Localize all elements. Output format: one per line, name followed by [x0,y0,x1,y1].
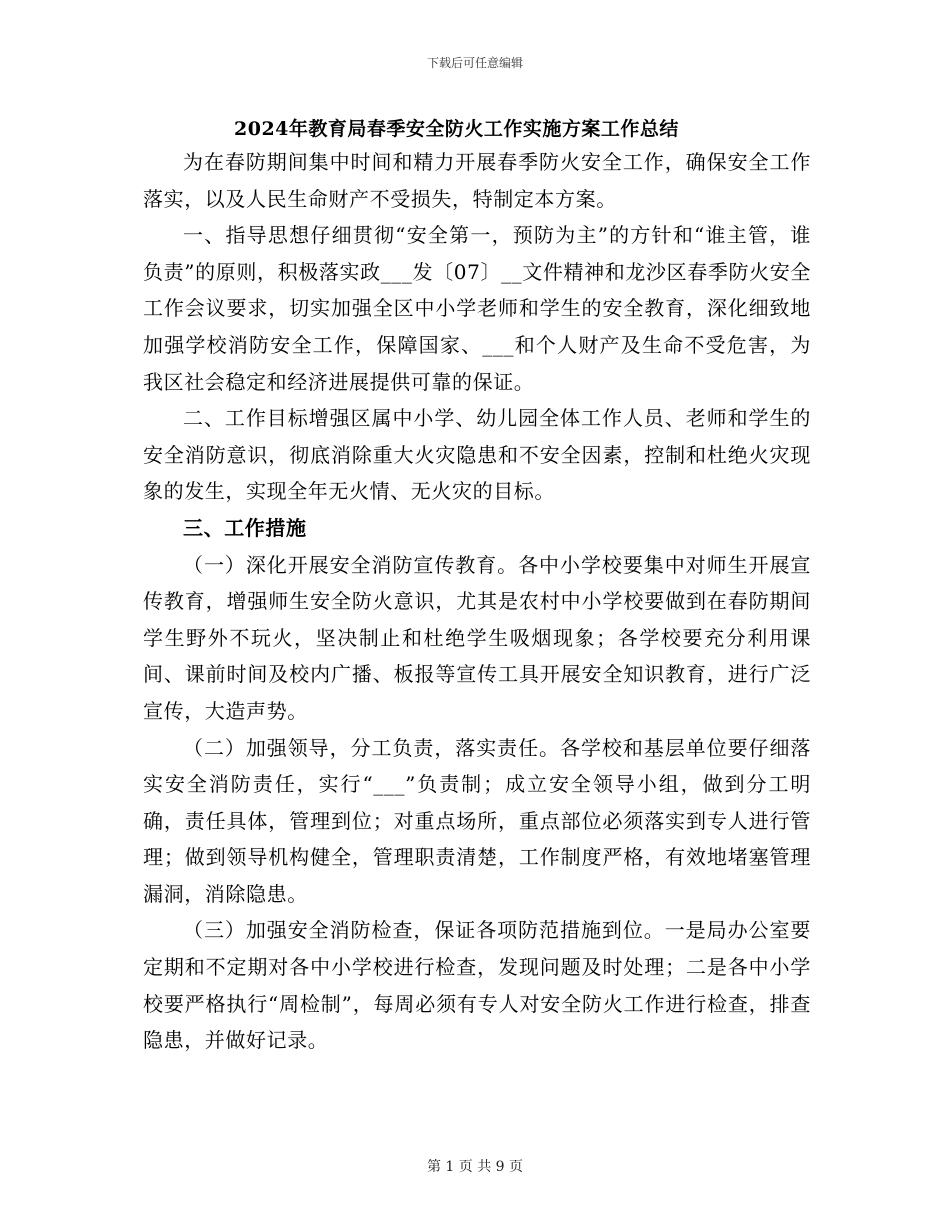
paragraph-guiding-ideology: 一、指导思想仔细贯彻“安全第一，预防为主”的方针和“谁主管，谁负责”的原则，积极落实政___发〔07〕__文件精神和龙沙区春季防火安全工作会议要求，切实加强全区中小学老师和学生的安全教育，深化细致地加强学校消防安全工作，保障国家、___和个人财产及生命不受危害，为我区社会稳定和经济进展提供可靠的保证。 [143,223,811,394]
paragraph-measure-1: （一）深化开展安全消防宣传教育。各中小学校要集中对师生开展宣传教育，增强师生安全防火意识，尤其是农村中小学校要做到在春防期间学生野外不玩火，坚决制止和杜绝学生吸烟现象；各学校要充分利用课间、课前时间及校内广播、板报等宣传工具开展安全知识教育，进行广泛宣传，大造声势。 [143,552,811,723]
document-body [143,144,811,1059]
page-number-indicator: 第 1 页 共 9 页 [426,1159,524,1175]
paragraph-measure-2: （二）加强领导，分工负责，落实责任。各学校和基层单位要仔细落实安全消防责任，实行“___”负责制；成立安全领导小组，做到分工明确，责任具体，管理到位；对重点场所，重点部位必须落实到专人进行管理；做到领导机构健全，管理职责清楚，工作制度严格，有效地堵塞管理漏洞，消除隐患。 [143,735,811,906]
page-header-note: 下载后可任意编辑 [426,56,523,70]
document-title: 2024年教育局春季安全防火工作实施方案工作总结 [234,118,679,140]
paragraph-intro: 为在春防期间集中时间和精力开展春季防火安全工作，确保安全工作落实，以及人民生命财产不受损失，特制定本方案。 [143,150,811,211]
paragraph-measure-3: （三）加强安全消防检查，保证各项防范措施到位。一是局办公室要定期和不定期对各中小学校进行检查，发现问题及时处理；二是各中小学校要严格执行“周检制”，每周必须有专人对安全防火工作进行检查，排查隐患，并做好记录。 [143,918,811,1053]
section-heading-work-measures: 三、工作措施 [183,515,307,540]
paragraph-work-goals: 二、工作目标增强区属中小学、幼儿园全体工作人员、老师和学生的安全消防意识，彻底消除重大火灾隐患和不安全因素，控制和杜绝火灾现象的发生，实现全年无火情、无火灾的目标。 [143,406,811,504]
